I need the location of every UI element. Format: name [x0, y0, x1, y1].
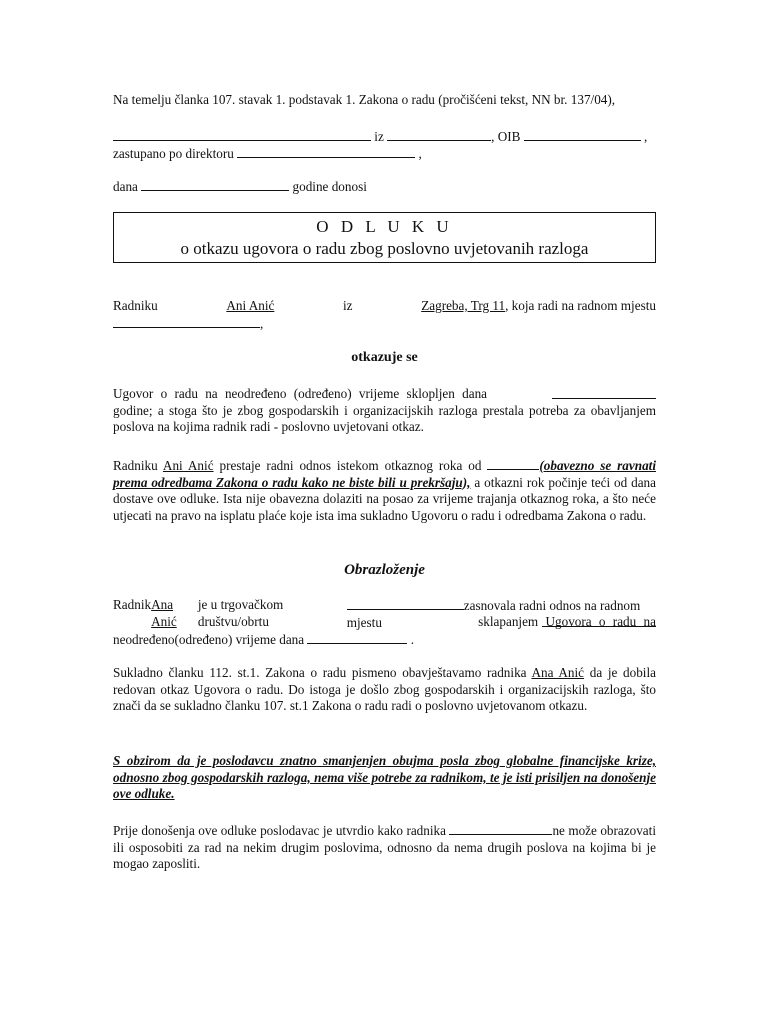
- legal-note: (obavezno se ravnati prema odredbama Zakona o radu kako ne biste bili u prekršaju),: [113, 458, 657, 490]
- notification-paragraph: [113, 665, 656, 715]
- notification-text: Sukladno članku 112. st.1. Zakona o radu pismeno obavještavamo radnika: [113, 665, 527, 680]
- contract-date-text: neodređeno(određeno) vrijeme dana: [113, 632, 305, 647]
- contract-start-text: Ugovor o radu na neodređeno (određeno) vrijeme sklopljen dana: [113, 386, 488, 401]
- job-position-blank[interactable]: [113, 315, 260, 328]
- reasoning-heading: Obrazloženje: [344, 562, 425, 578]
- director-name-blank[interactable]: [237, 145, 415, 158]
- notification-details: da je dobila redovan otkaz Ugovora o radu. Do istoga je došlo zbog gospodarskih i organizacijskih razloga, što znači da se sukladno članku 107. st.1 Zakona o radu radi o poslovno uvjetovanom otkazu.: [113, 665, 656, 714]
- decision-subtitle: o otkazu ugovora o radu zbog poslovno uvjetovanih razloga: [180, 239, 589, 258]
- employee-label: Radniku: [113, 458, 158, 473]
- director-line: [113, 145, 656, 163]
- date-line: [113, 178, 656, 196]
- company-label: je u trgovačkom društvu/obrtu: [197, 597, 284, 629]
- notice-period-text: prestaje radni odnos istekom otkaznog roka od: [219, 458, 482, 473]
- contract-signing-text-visible: sklapanjem Ugovora o radu na: [478, 614, 656, 629]
- dismissal-heading: otkazuje se: [351, 350, 418, 365]
- employee-info-paragraph: [113, 298, 656, 332]
- iz-label: iz: [374, 129, 384, 144]
- employer-line: [113, 128, 656, 146]
- employee-label: Radnik: [113, 597, 152, 612]
- employer-name-blank[interactable]: [113, 128, 371, 141]
- no-alternative-details: ne može obrazovati ili osposobiti za rad na nekim drugim poslovima, odnosno da nema drugih poslova na kojima bi je mogao zaposliti.: [113, 823, 656, 872]
- contract-rest-text: godine; a stoga što je zbog gospodarskih i organizacijskih razloga prestala potreba za obavljanjem poslova na kojima radnik radi - poslovno uvjetovani otkaz.: [113, 402, 656, 435]
- employee-name: Ani Anić: [162, 458, 214, 473]
- contract-paragraph: [113, 386, 656, 436]
- employee-name: Ani Anić: [226, 298, 275, 313]
- oib-label: , OIB: [491, 129, 521, 144]
- contract-date-line: [113, 631, 656, 649]
- contract-date-blank[interactable]: [307, 631, 407, 644]
- company-blank[interactable]: [347, 597, 464, 610]
- contract-signing-right: [113, 614, 656, 631]
- employee-address: Zagreba, Trg 11: [421, 298, 506, 313]
- legal-basis-line: Na temelju članka 107. stavak 1. podstavak 1. Zakona o radu (pročišćeni tekst, NN br. 137/04),: [113, 92, 616, 107]
- decision-title: O D L U K U: [316, 217, 453, 236]
- date-label: dana: [113, 179, 138, 194]
- employee-label: Radniku: [113, 298, 158, 313]
- employee-name-blank[interactable]: [449, 822, 552, 835]
- comma: ,: [260, 315, 264, 331]
- employment-text: zasnovala radni odnos na radnom mjestu: [346, 598, 641, 630]
- no-alternative-text: Prije donošenja ove odluke poslodavac je utvrdio kako radnika: [113, 823, 446, 838]
- termination-paragraph: [113, 457, 656, 524]
- period: .: [410, 632, 415, 647]
- oib-blank[interactable]: [524, 128, 641, 141]
- notice-period-blank[interactable]: [487, 457, 539, 470]
- date-blank[interactable]: [141, 178, 289, 191]
- year-issues-label: godine donosi: [292, 179, 367, 194]
- from-label: iz: [343, 298, 353, 313]
- comma: ,: [418, 146, 422, 161]
- no-alternative-paragraph: [113, 822, 656, 873]
- contract-date-blank[interactable]: [552, 386, 656, 399]
- employee-name: Ana Anić: [151, 597, 177, 629]
- represented-by-label: zastupano po direktoru: [113, 146, 234, 161]
- works-at-label: , koja radi na radnom mjestu: [505, 298, 656, 313]
- economic-reason-paragraph: S obzirom da je poslodavcu znatno smanjenjen obujma posla zbog globalne financijske krize, odnosno zbog gospodarskih razloga, nema više potrebe za radnikom, te je isti prisiljen na donošenje ove odluke.: [113, 753, 656, 802]
- decision-title-box: [113, 212, 656, 263]
- employee-name: Ana Anić: [531, 665, 585, 680]
- notice-period-details: a otkazni rok počinje teći od dana dostave ove odluke. Ista nije obavezna dolaziti na posao za vrijeme trajanja otkaznog roka, a što neće utjecati na pravo na isplatu plaće koje ista ima sukladno Ugovoru o radu i odredbama Zakona o radu.: [113, 474, 657, 523]
- employer-city-blank[interactable]: [387, 128, 491, 141]
- comma: ,: [644, 129, 648, 144]
